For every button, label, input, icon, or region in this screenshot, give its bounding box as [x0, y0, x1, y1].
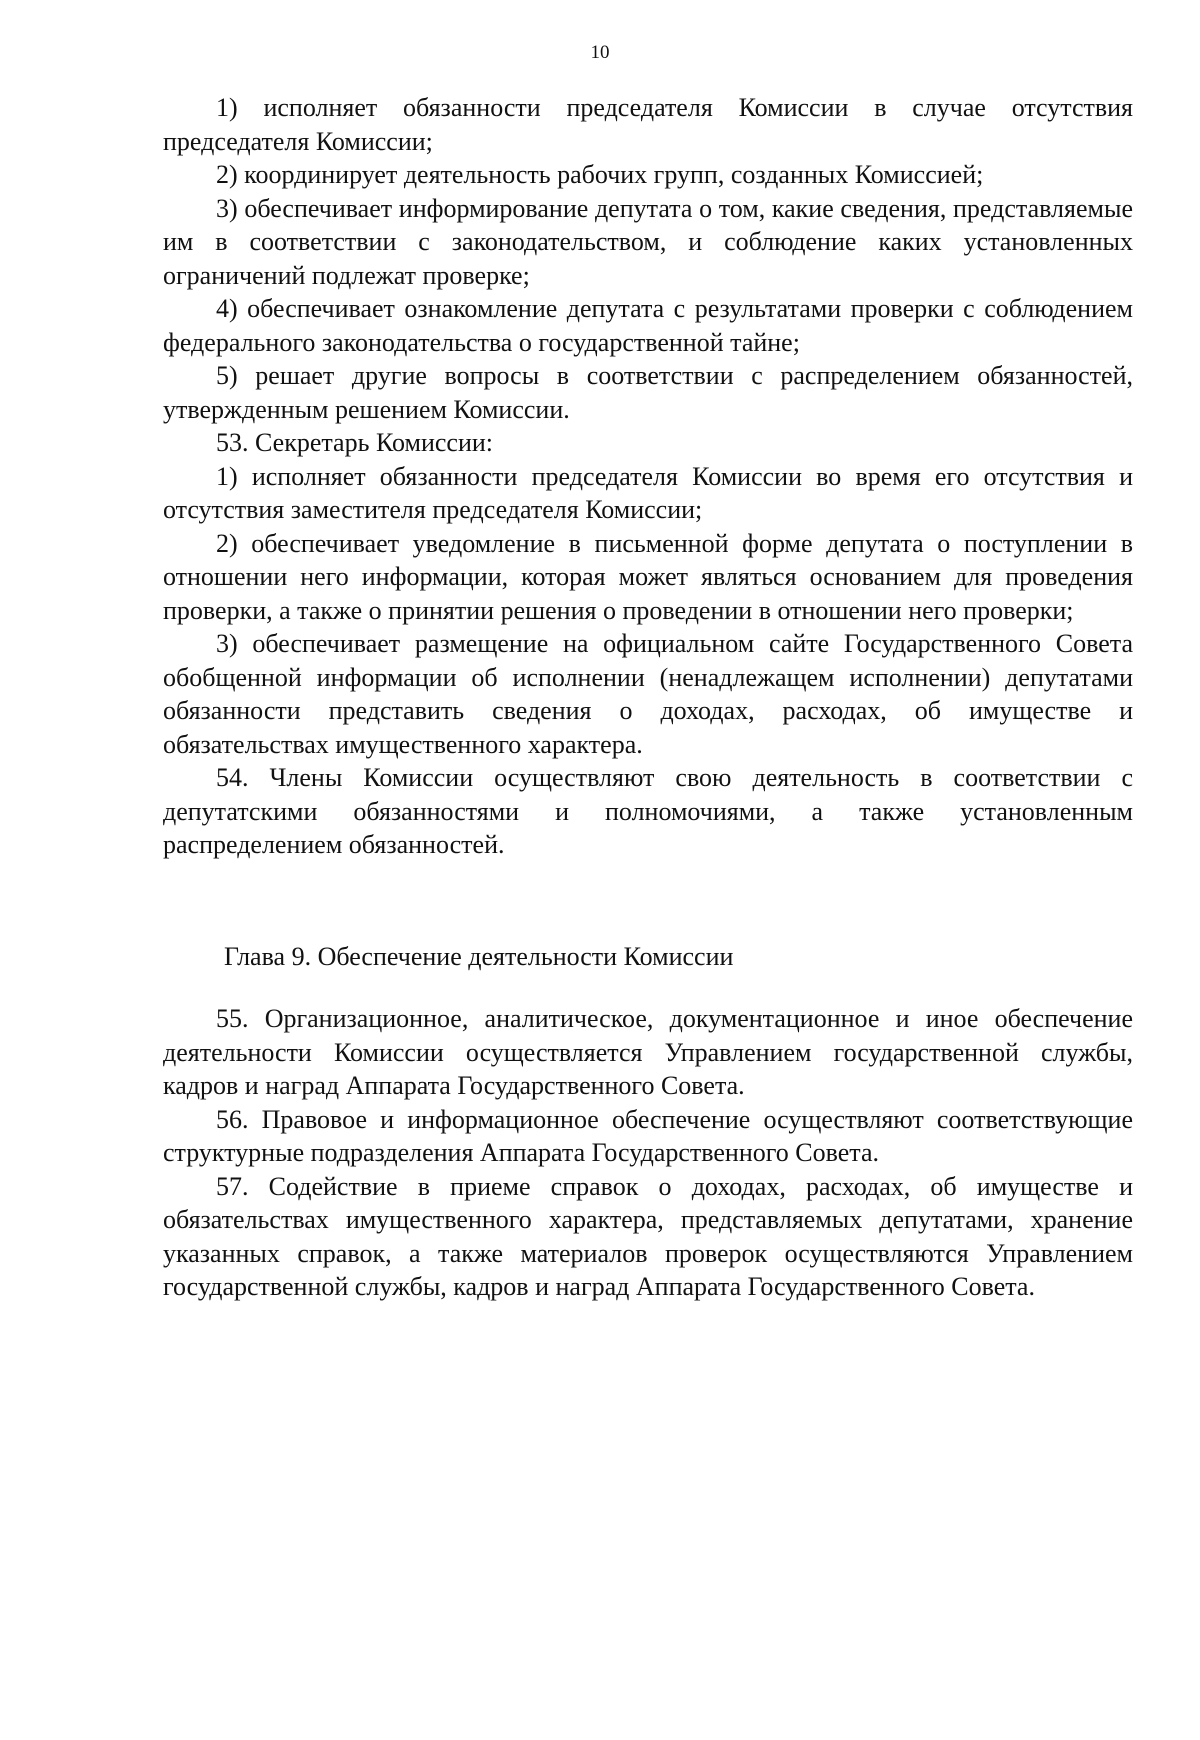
item-2-coordinates-working-groups: 2) координирует деятельность рабочих групп, созданных Комиссией;	[216, 160, 984, 189]
clause-53-item-1: 1) исполняет обязанности председателя Комиссии во время его отсутствия и отсутствия заместителя председателя Комиссии;	[163, 461, 1133, 524]
clause-53-item-3: 3) обеспечивает размещение на официальном сайте Государственного Совета обобщенной информации об исполнении (ненадлежащем исполнении) депутатами обязанности представить сведения о доходах, расходах, об имуществе и обязательствах имущественного характера.	[163, 629, 1133, 759]
clause-53-item-2: 2) обеспечивает уведомление в письменной форме депутата о поступлении в отношении него информации, которая может являться основанием для проведения проверки, а также о принятии решения о проведении в отношении него проверки;	[163, 528, 1133, 625]
clause-54: 54. Члены Комиссии осуществляют свою деятельность в соответствии с депутатскими обязанностями и полномочиями, а также установленным распределением обязанностей.	[163, 763, 1133, 859]
item-1-deputy-acts-for-chair: 1) исполняет обязанности председателя Комиссии в случае отсутствия председателя Комиссии;	[163, 93, 1133, 156]
clause-53-heading: 53. Секретарь Комиссии:	[216, 428, 493, 457]
section-duties	[163, 91, 1133, 862]
chapter-title: Глава 9. Обеспечение деятельности Комиссии	[224, 942, 734, 971]
clause-55: 55. Организационное, аналитическое, документационное и иное обеспечение деятельности Комиссии осуществляется Управлением государственной службы, кадров и наград Аппарата Государственного Совета.	[163, 1004, 1133, 1100]
item-3-informs-deputy: 3) обеспечивает информирование депутата о том, какие сведения, представляемые им в соответствии с законодательством, и соблюдение каких установленных ограничений подлежат проверке;	[163, 193, 1133, 290]
item-4-review-results: 4) обеспечивает ознакомление депутата с результатами проверки с соблюдением федерального законодательства о государственной тайне;	[163, 294, 1133, 357]
page-number: 10	[590, 42, 610, 63]
clause-57: 57. Содействие в приеме справок о доходах, расходах, об имуществе и обязательствах имущественного характера, представляемых депутатами, хранение указанных справок, а также материалов проверок осуществляются Управлением государственной службы, кадров и наград Аппарата Государственного Совета.	[163, 1171, 1133, 1301]
item-5-other-questions: 5) решает другие вопросы в соответствии с распределением обязанностей, утвержденным решением Комиссии.	[163, 361, 1133, 424]
section-support	[163, 1002, 1133, 1304]
clause-56: 56. Правовое и информационное обеспечение осуществляют соответствующие структурные подразделения Аппарата Государственного Совета.	[163, 1104, 1133, 1167]
